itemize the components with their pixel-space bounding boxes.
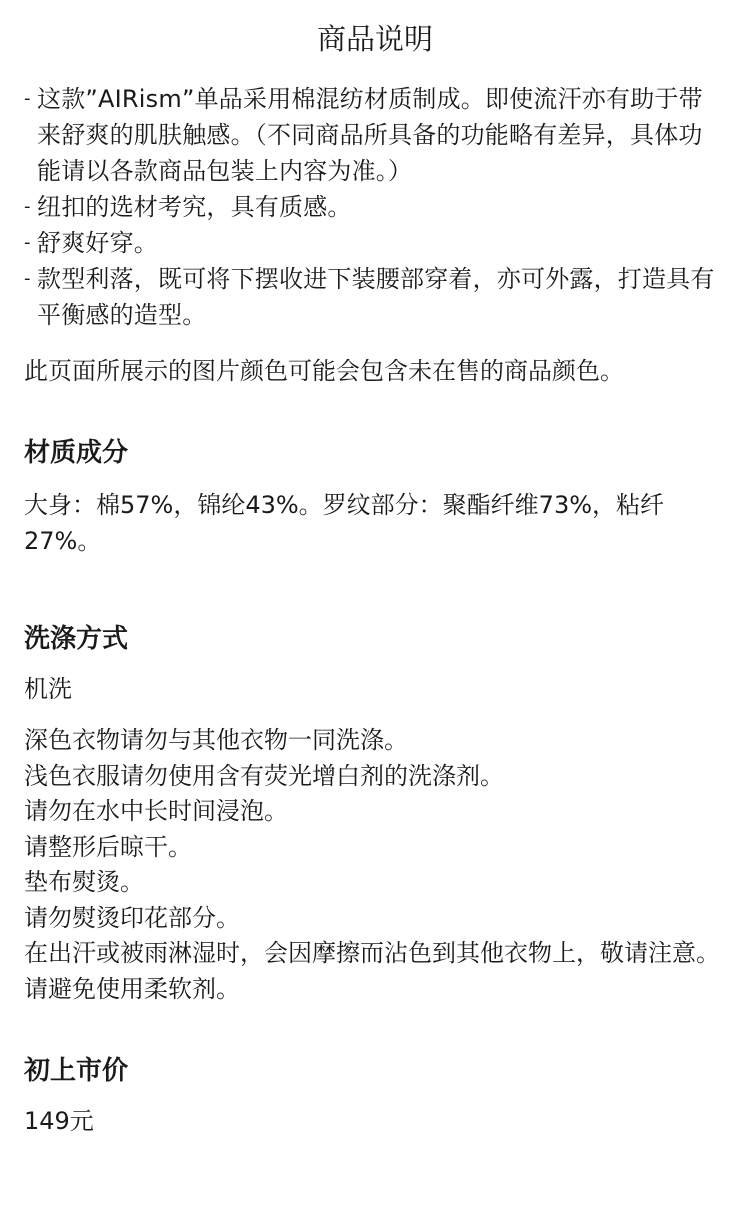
washing-heading: 洗涤方式 <box>24 624 129 654</box>
washing-instruction: 请整形后晾干。 <box>24 832 192 861</box>
washing-instruction: 在出汗或被雨淋湿时，会因摩擦而沾色到其他衣物上，敬请注意。 <box>24 939 720 967</box>
material-text: 大身：棉57%，锦纶43%。罗纹部分：聚酯纤维73%，粘纤27%。 <box>24 491 665 555</box>
description-item <box>24 225 726 261</box>
price-value: 149元 <box>24 1107 94 1135</box>
description-item <box>24 189 726 225</box>
color-note: 此页面所展示的图片颜色可能会包含未在售的商品颜色。 <box>24 357 624 385</box>
description-item <box>24 81 726 189</box>
material-section <box>24 435 726 559</box>
description-item-text: 纽扣的选材考究，具有质感。 <box>37 193 352 221</box>
description-item-text: 舒爽好穿。 <box>37 229 158 257</box>
material-heading: 材质成分 <box>24 438 129 468</box>
price-heading: 初上市价 <box>24 1056 129 1086</box>
price-section <box>24 1053 726 1139</box>
description-item <box>24 261 726 333</box>
washing-instruction: 垫布熨烫。 <box>24 868 144 896</box>
washing-instructions <box>24 723 726 1007</box>
bullet-dash: - <box>24 232 31 253</box>
description-item-text: 这款”AIRism”单品采用棉混纺材质制成。即使流汗亦有助于带来舒爽的肌肤触感。（不同商品所具备的功能略有差异，具体功能请以各款商品包装上内容为准。） <box>37 85 703 185</box>
bullet-dash: - <box>24 88 31 109</box>
washing-instruction: 深色衣物请勿与其他衣物一同洗涤。 <box>24 726 408 754</box>
washing-instruction: 请避免使用柔软剂。 <box>24 974 240 1003</box>
washing-instruction: 浅色衣服请勿使用含有荧光增白剂的洗涤剂。 <box>24 761 504 790</box>
washing-method: 机洗 <box>24 675 72 703</box>
bullet-dash: - <box>24 196 31 217</box>
bullet-dash: - <box>24 268 31 289</box>
description-list <box>24 81 726 333</box>
washing-instruction: 请勿熨烫印花部分。 <box>24 903 240 932</box>
description-item-text: 款型利落，既可将下摆收进下装腰部穿着，亦可外露，打造具有平衡感的造型。 <box>37 265 715 329</box>
page-title: 商品说明 <box>316 22 433 56</box>
washing-instruction: 请勿在水中长时间浸泡。 <box>24 797 288 825</box>
washing-section <box>24 621 726 1007</box>
